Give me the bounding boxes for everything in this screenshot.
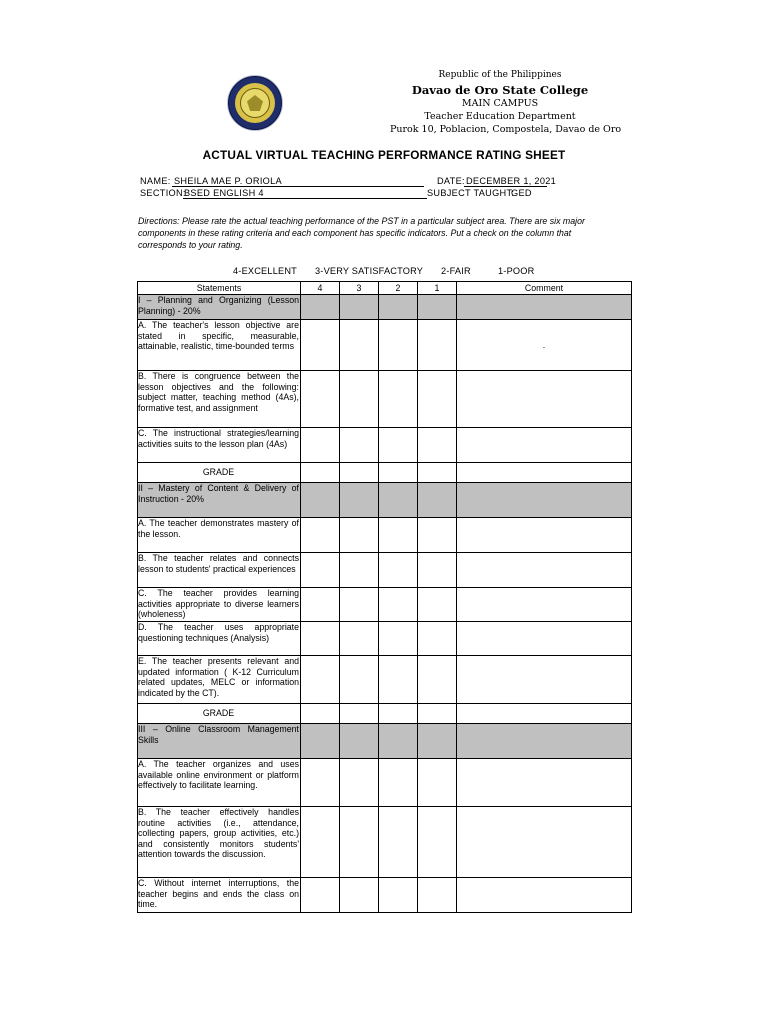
rating-cell-4[interactable]: [301, 320, 340, 371]
rating-cell-4[interactable]: [301, 704, 340, 724]
table-row: [138, 759, 632, 807]
comment-cell: [457, 295, 632, 320]
statement-cell: C. The teacher provides learning activities appropriate to diverse learners (wholeness): [138, 588, 301, 622]
scale-very-satisfactory: 3-VERY SATISFACTORY: [315, 266, 424, 276]
rating-cell-1[interactable]: [418, 878, 457, 913]
comment-text: [457, 622, 631, 642]
header-4: 4: [301, 282, 340, 295]
rating-cell-2[interactable]: [379, 588, 418, 622]
page-title: ACTUAL VIRTUAL TEACHING PERFORMANCE RATING SHEET: [202, 148, 566, 162]
department-text: Teacher Education Department: [424, 111, 576, 122]
table-row: [138, 878, 632, 913]
header-statements: Statements: [138, 282, 301, 295]
rating-cell-4[interactable]: [301, 656, 340, 704]
comment-cell[interactable]: [457, 320, 632, 371]
comment-text: [457, 588, 631, 608]
comment-text: [457, 553, 631, 573]
section-label: SECTION:: [140, 188, 186, 198]
scale-excellent: 4-EXCELLENT: [233, 266, 297, 276]
rating-cell-1[interactable]: [418, 518, 457, 553]
name-label: NAME:: [140, 176, 171, 186]
statement-cell: B. The teacher effectively handles routine activities (i.e., attendance, collecting papers, group activities, etc.) and consistently monitors students' attention towards the discussion.: [138, 807, 301, 878]
comment-cell[interactable]: [457, 463, 632, 483]
college-name: Davao de Oro State College: [411, 83, 589, 97]
rating-cell-1[interactable]: [418, 553, 457, 588]
section-value: BSED ENGLISH 4: [184, 188, 264, 198]
rating-cell-2[interactable]: [379, 704, 418, 724]
statement-cell: D. The teacher uses appropriate questioning techniques (Analysis): [138, 622, 301, 656]
address-text: Purok 10, Poblacion, Compostela, Davao de Oro: [390, 124, 622, 135]
rating-cell-3[interactable]: [340, 759, 379, 807]
statement-cell: C. Without internet interruptions, the teacher begins and ends the class on time.: [138, 878, 301, 913]
rating-cell-2[interactable]: [379, 428, 418, 463]
subject-value: GED: [511, 188, 532, 198]
statement-cell: II – Mastery of Content & Delivery of Instruction - 20%: [138, 483, 301, 518]
rating-cell-2[interactable]: [379, 553, 418, 588]
rating-cell-2[interactable]: [379, 518, 418, 553]
section-underline: [183, 198, 427, 199]
rating-cell-4[interactable]: [301, 622, 340, 656]
comment-text: [457, 656, 631, 676]
comment-text: [457, 428, 631, 448]
rating-cell-3: [340, 295, 379, 320]
rating-cell-3[interactable]: [340, 553, 379, 588]
comment-cell[interactable]: [457, 807, 632, 878]
rating-cell-1: [418, 483, 457, 518]
college-seal-icon: [228, 76, 282, 130]
rating-cell-4: [301, 483, 340, 518]
directions-text: Directions: Please rate the actual teaching performance of the PST in a particular subject area. There are six major components in these rating criteria and each component has specific indicators. Put a check on the column that corresponds to your rating.: [138, 216, 585, 250]
republic-text: Republic of the Philippines: [438, 70, 562, 80]
rating-cell-3[interactable]: [340, 371, 379, 428]
statement-cell: I – Planning and Organizing (Lesson Planning) - 20%: [138, 295, 301, 320]
rating-cell-1[interactable]: [418, 428, 457, 463]
statement-cell: B. The teacher relates and connects lesson to students' practical experiences: [138, 553, 301, 588]
header-3: 3: [340, 282, 379, 295]
rating-cell-3: [340, 724, 379, 759]
table-row: [138, 428, 632, 463]
rating-cell-1[interactable]: [418, 656, 457, 704]
comment-cell[interactable]: [457, 656, 632, 704]
comment-cell[interactable]: [457, 878, 632, 913]
section-row: [138, 295, 632, 320]
statement-cell: A. The teacher demonstrates mastery of the lesson.: [138, 518, 301, 553]
rating-cell-1[interactable]: [418, 320, 457, 371]
rating-cell-2[interactable]: [379, 371, 418, 428]
table-row: [138, 656, 632, 704]
rating-cell-2[interactable]: [379, 656, 418, 704]
comment-text: [457, 878, 631, 898]
rating-cell-3[interactable]: [340, 518, 379, 553]
rating-cell-2: [379, 724, 418, 759]
grade-label: GRADE: [138, 704, 301, 724]
comment-text: [457, 518, 631, 538]
comment-cell[interactable]: [457, 622, 632, 656]
date-label: DATE:: [437, 176, 465, 186]
comment-text: [457, 371, 631, 391]
table-row: [138, 371, 632, 428]
rating-cell-4[interactable]: [301, 759, 340, 807]
rating-cell-1[interactable]: [418, 704, 457, 724]
rating-cell-1: [418, 724, 457, 759]
comment-cell[interactable]: [457, 759, 632, 807]
rating-cell-3[interactable]: [340, 588, 379, 622]
grade-row: [138, 463, 632, 483]
rating-cell-3[interactable]: [340, 807, 379, 878]
name-value: SHEILA MAE P. ORIOLA: [174, 176, 282, 186]
rating-cell-4[interactable]: [301, 588, 340, 622]
statement-cell: A. The teacher organizes and uses available online environment or platform effectively to facilitate learning.: [138, 759, 301, 807]
campus-text: MAIN CAMPUS: [461, 98, 539, 109]
statement-cell: A. The teacher's lesson objective are stated in specific, measurable, attainable, realistic, time-bounded terms: [138, 320, 301, 371]
section-row: [138, 724, 632, 759]
comment-text: [457, 759, 631, 779]
rating-cell-3[interactable]: [340, 622, 379, 656]
comment-cell[interactable]: [457, 553, 632, 588]
header-comment: Comment: [457, 282, 632, 295]
statement-cell: E. The teacher presents relevant and updated information ( K-12 Curriculum related updates, MELC or information indicated by the CT).: [138, 656, 301, 704]
rating-cell-1[interactable]: [418, 622, 457, 656]
comment-cell[interactable]: [457, 588, 632, 622]
rating-cell-2[interactable]: [379, 320, 418, 371]
rating-cell-4[interactable]: [301, 807, 340, 878]
rating-cell-2: [379, 483, 418, 518]
header-1: 1: [418, 282, 457, 295]
rating-table: [137, 281, 632, 913]
scale-fair: 2-FAIR: [441, 266, 471, 276]
comment-cell[interactable]: [457, 371, 632, 428]
name-underline: [172, 186, 424, 187]
rating-cell-1[interactable]: [418, 463, 457, 483]
rating-cell-4[interactable]: [301, 553, 340, 588]
rating-cell-2[interactable]: [379, 622, 418, 656]
date-underline: [464, 186, 547, 187]
rating-cell-4[interactable]: [301, 428, 340, 463]
rating-cell-2: [379, 295, 418, 320]
rating-cell-4: [301, 295, 340, 320]
statement-cell: III – Online Classroom Management Skills: [138, 724, 301, 759]
comment-text: .: [542, 340, 546, 350]
rating-cell-3[interactable]: [340, 320, 379, 371]
rating-cell-3[interactable]: [340, 463, 379, 483]
rating-cell-1[interactable]: [418, 588, 457, 622]
rating-cell-3: [340, 483, 379, 518]
comment-cell: [457, 483, 632, 518]
comment-cell[interactable]: [457, 518, 632, 553]
comment-cell: [457, 724, 632, 759]
rating-cell-3[interactable]: [340, 428, 379, 463]
subject-label: SUBJECT TAUGHT:: [427, 188, 515, 198]
rating-cell-2[interactable]: [379, 878, 418, 913]
statement-cell: C. The instructional strategies/learning activities suits to the lesson plan (4As): [138, 428, 301, 463]
section-row: [138, 483, 632, 518]
rating-cell-2[interactable]: [379, 759, 418, 807]
rating-cell-4[interactable]: [301, 878, 340, 913]
grade-row: [138, 704, 632, 724]
rating-cell-2[interactable]: [379, 807, 418, 878]
rating-cell-1[interactable]: [418, 759, 457, 807]
rating-cell-4: [301, 724, 340, 759]
rating-cell-4[interactable]: [301, 518, 340, 553]
grade-label: GRADE: [138, 463, 301, 483]
rating-cell-1[interactable]: [418, 807, 457, 878]
table-row: [138, 320, 632, 371]
rating-cell-1: [418, 295, 457, 320]
rating-cell-1[interactable]: [418, 371, 457, 428]
table-row: [138, 518, 632, 553]
header-2: 2: [379, 282, 418, 295]
rating-cell-2[interactable]: [379, 463, 418, 483]
statement-cell: B. There is congruence between the lesson objectives and the following: subject matter, teaching method (4As), formative test, and assignment: [138, 371, 301, 428]
rating-cell-3[interactable]: [340, 878, 379, 913]
table-row: [138, 588, 632, 622]
comment-cell[interactable]: [457, 428, 632, 463]
table-header-row: [138, 282, 632, 295]
rating-cell-3[interactable]: [340, 656, 379, 704]
scale-poor: 1-POOR: [498, 266, 535, 276]
table-row: [138, 553, 632, 588]
rating-cell-4[interactable]: [301, 463, 340, 483]
rating-cell-4[interactable]: [301, 371, 340, 428]
date-value: DECEMBER 1, 2021: [466, 176, 557, 186]
comment-text: [457, 807, 631, 827]
table-row: [138, 622, 632, 656]
comment-cell[interactable]: [457, 704, 632, 724]
table-row: [138, 807, 632, 878]
rating-cell-3[interactable]: [340, 704, 379, 724]
